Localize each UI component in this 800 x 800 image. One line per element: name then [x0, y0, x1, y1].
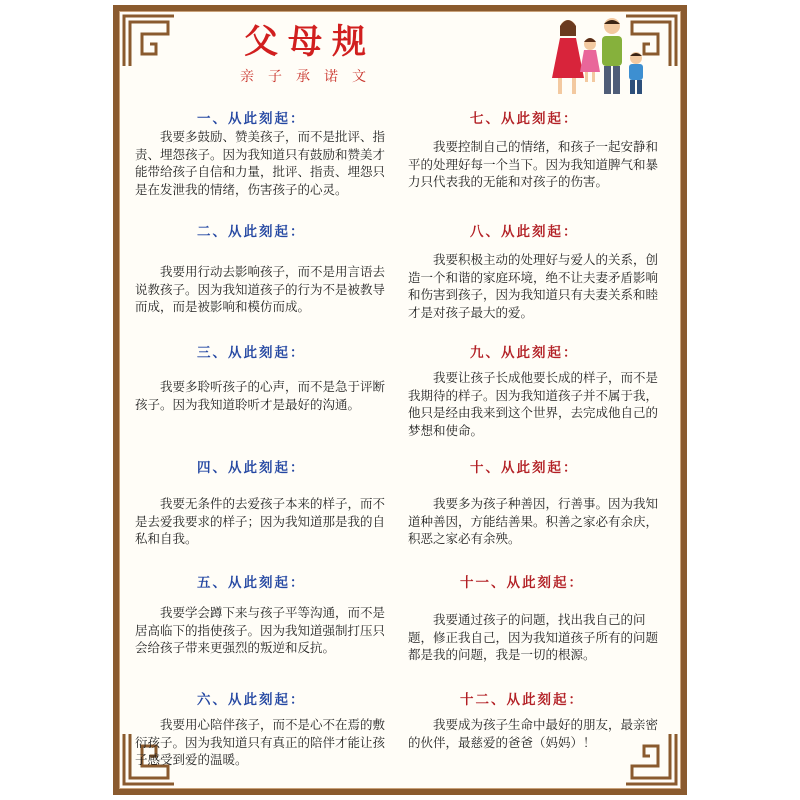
corner-fret-ornament	[122, 14, 176, 68]
section-heading: 十二、从此刻起：	[460, 692, 584, 708]
section-heading: 四、从此刻起：	[197, 460, 306, 476]
section-text: 我要多为孩子种善因，行善事。因为我知道种善因，方能结善果。积善之家必有余庆，积恶之家必有余殃。	[408, 496, 659, 546]
family-illustration	[538, 12, 650, 98]
section-text: 我要无条件的去爱孩子本来的样子，而不是去爱我要求的样子；因为我知道那是我的自私和自我。	[135, 496, 386, 546]
section-text: 我要用行动去影响孩子，而不是用言语去说教孩子。因为我知道孩子的行为不是被教导而成，而是被影响和模仿而成。	[135, 264, 386, 314]
section-text: 我要成为孩子生命中最好的朋友，最亲密的伙伴，最慈爱的爸爸（妈妈）！	[408, 717, 659, 750]
section-heading: 九、从此刻起：	[470, 345, 579, 361]
section-heading: 一、从此刻起：	[197, 111, 306, 127]
section-heading: 十、从此刻起：	[470, 460, 579, 476]
section-text: 我要积极主动的处理好与爱人的关系，创造一个和谐的家庭环境，绝不让夫妻矛盾影响和伤害到孩子，因为我知道只有夫妻关系和睦才是对孩子最大的爱。	[408, 252, 659, 320]
section-text: 我要通过孩子的问题，找出我自己的问题，修正我自己，因为我知道孩子所有的问题都是我的问题，我是一切的根源。	[408, 612, 659, 662]
section-heading: 五、从此刻起：	[197, 575, 306, 591]
section-text: 我要学会蹲下来与孩子平等沟通，而不是居高临下的指使孩子。因为我知道强制打压只会给孩子带来更强烈的叛逆和反抗。	[135, 605, 386, 655]
section-text: 我要多聆听孩子的心声，而不是急于评断孩子。因为我知道聆听才是最好的沟通。	[135, 379, 386, 412]
section-text: 我要多鼓励、赞美孩子，而不是批评、指责、埋怨孩子。因为我知道只有鼓励和赞美才能带给孩子自信和力量，批评、指责、埋怨只是在发泄我的情绪，伤害孩子的心灵。	[135, 129, 386, 197]
section-text: 我要让孩子长成他要长成的样子，而不是我期待的样子。因为我知道孩子并不属于我，他只是经由我来到这个世界，去完成他自己的梦想和使命。	[408, 370, 659, 438]
section-heading: 三、从此刻起：	[197, 345, 306, 361]
section-heading: 十一、从此刻起：	[460, 575, 584, 591]
page-title: 父母规	[244, 22, 376, 62]
section-heading: 八、从此刻起：	[470, 224, 579, 240]
page-subtitle: 亲子承诺文	[240, 69, 380, 85]
section-heading: 六、从此刻起：	[197, 692, 306, 708]
section-text: 我要用心陪伴孩子，而不是心不在焉的敷衍孩子。因为我知道只有真正的陪伴才能让孩子感受到爱的温暖。	[135, 717, 386, 767]
section-text: 我要控制自己的情绪，和孩子一起安静和平的处理好每一个当下。因为我知道脾气和暴力只代表我的无能和对孩子的伤害。	[408, 139, 659, 189]
section-heading: 二、从此刻起：	[197, 224, 306, 240]
section-heading: 七、从此刻起：	[470, 111, 579, 127]
